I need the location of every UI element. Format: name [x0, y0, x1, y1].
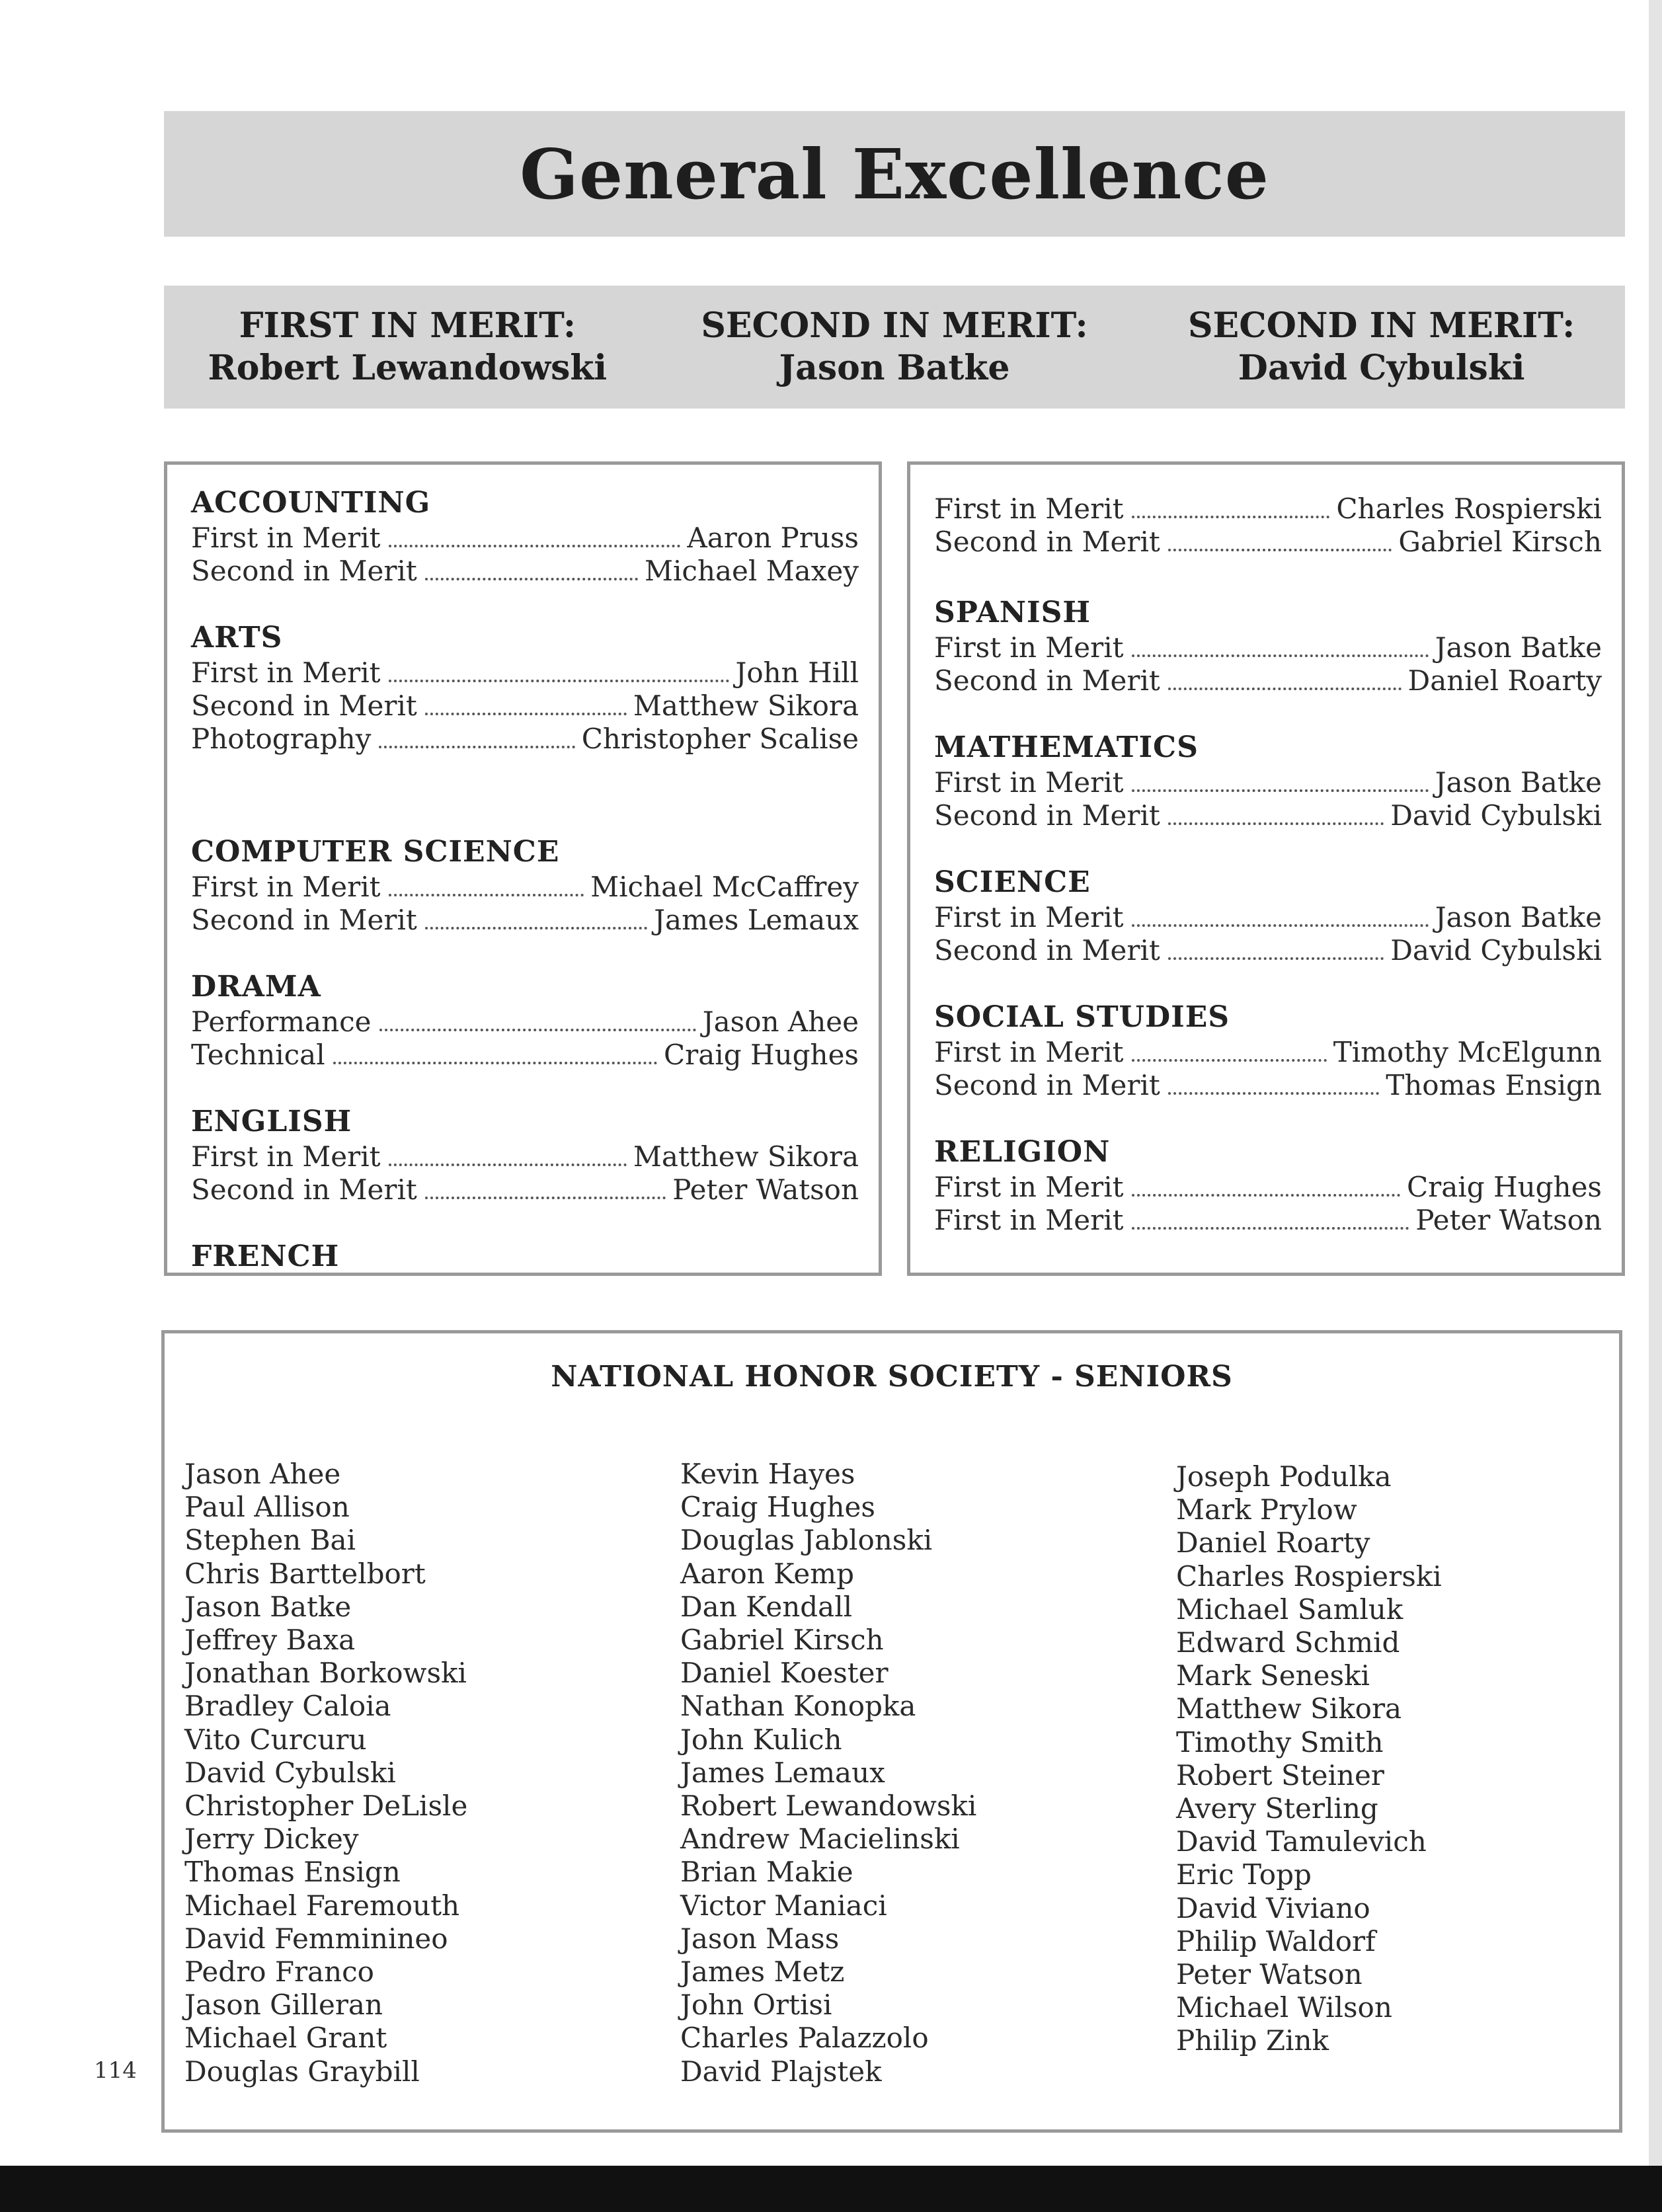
award-recipient: David Cybulski: [1390, 799, 1602, 832]
honor-society-column-3: [1176, 1460, 1442, 2058]
member-name: John Ortisi: [680, 1989, 832, 2022]
award-recipient: David Cybulski: [1390, 934, 1602, 967]
dot-leader: [1132, 924, 1429, 927]
dot-leader: [1132, 516, 1330, 518]
award-row: [934, 799, 1602, 832]
award-recipient: Daniel Roarty: [1407, 664, 1602, 697]
award-label: First in Merit: [934, 1204, 1124, 1236]
member-name: James Lemaux: [680, 1756, 885, 1789]
award-recipient: Jason Batke: [1435, 766, 1602, 799]
member-name: Andrew Macielinski: [680, 1823, 960, 1856]
award-row: [191, 1173, 859, 1206]
award-recipient: Jason Ahee: [702, 1006, 859, 1038]
dot-leader: [379, 1029, 696, 1031]
award-recipient: Jason Batke: [1435, 631, 1602, 664]
award-row: [191, 723, 859, 756]
member-name: David Viviano: [1176, 1891, 1370, 1924]
award-recipient: Craig Hughes: [1407, 1171, 1602, 1203]
award-label: First in Merit: [934, 1171, 1124, 1203]
subject-heading: FRENCH: [191, 1240, 340, 1273]
award-row: [934, 1171, 1602, 1204]
subject-heading: SPANISH: [934, 596, 1091, 629]
honor-society-box: [161, 1330, 1622, 2133]
award-recipient: Matthew Sikora: [633, 1140, 859, 1173]
subject-awards-right: [907, 461, 1625, 1276]
subject-heading: SCIENCE: [934, 865, 1091, 899]
member-name: Jason Batke: [184, 1590, 352, 1623]
member-name: Kevin Hayes: [680, 1458, 855, 1490]
member-name: Douglas Jablonski: [680, 1524, 933, 1557]
award-row: [191, 522, 859, 555]
award-label: Second in Merit: [934, 799, 1160, 832]
award-label: First in Merit: [934, 493, 1124, 525]
member-name: David Plajstek: [680, 2055, 882, 2088]
award-label: First in Merit: [191, 1140, 381, 1173]
award-recipient: Timothy McElgunn: [1333, 1036, 1602, 1068]
dot-leader: [389, 1164, 627, 1166]
merit-first: [164, 286, 651, 409]
member-name: Victor Maniaci: [680, 1889, 887, 1922]
member-name: Thomas Ensign: [184, 1856, 401, 1889]
member-name: Jason Gilleran: [184, 1989, 383, 2022]
dot-leader: [1132, 654, 1429, 657]
member-name: Dan Kendall: [680, 1590, 853, 1623]
member-name: Michael Grant: [184, 2022, 387, 2055]
member-name: Peter Watson: [1176, 1958, 1363, 1991]
merit-name: David Cybulski: [1238, 348, 1525, 388]
member-name: James Metz: [680, 1955, 845, 1989]
dot-leader: [425, 1197, 666, 1199]
member-name: Douglas Graybill: [184, 2055, 420, 2088]
merit-label: SECOND IN MERIT:: [1188, 305, 1575, 346]
award-recipient: Michael Maxey: [644, 555, 859, 587]
award-recipient: Craig Hughes: [664, 1039, 859, 1071]
award-row: [191, 1039, 859, 1072]
member-name: Daniel Koester: [680, 1657, 889, 1690]
merit-label: FIRST IN MERIT:: [239, 305, 576, 346]
member-name: Daniel Roarty: [1176, 1526, 1370, 1560]
award-recipient: Peter Watson: [1415, 1204, 1602, 1236]
award-row: [191, 1006, 859, 1039]
award-label: First in Merit: [191, 522, 381, 554]
member-name: Charles Palazzolo: [680, 2022, 929, 2055]
dot-leader: [389, 545, 681, 547]
honor-society-column-1: [184, 1458, 467, 2088]
merit-name: Jason Batke: [779, 348, 1010, 388]
award-recipient: Peter Watson: [672, 1173, 859, 1206]
general-merit-banner: [164, 286, 1625, 409]
award-row: [934, 1036, 1602, 1069]
member-name: Joseph Podulka: [1176, 1460, 1392, 1493]
award-row: [934, 1204, 1602, 1237]
award-row: [191, 690, 859, 723]
merit-name: Robert Lewandowski: [208, 348, 608, 388]
member-name: Chris Barttelbort: [184, 1557, 426, 1590]
member-name: Mark Seneski: [1176, 1659, 1370, 1692]
dot-leader: [1132, 1194, 1401, 1197]
award-label: Second in Merit: [191, 1173, 417, 1206]
award-label: First in Merit: [191, 656, 381, 689]
subject-heading: MATHEMATICS: [934, 731, 1199, 764]
award-label: First in Merit: [191, 871, 381, 903]
award-label: Photography: [191, 723, 372, 755]
member-name: Jason Ahee: [184, 1458, 341, 1490]
subject-heading: ARTS: [191, 621, 283, 654]
member-name: Robert Lewandowski: [680, 1790, 977, 1823]
subject-group-mathematics: [934, 729, 1602, 832]
dot-leader: [333, 1062, 657, 1064]
member-name: Christopher DeLisle: [184, 1790, 468, 1823]
member-name: Michael Samluk: [1176, 1593, 1404, 1626]
member-name: Nathan Konopka: [680, 1690, 916, 1723]
subject-heading: DRAMA: [191, 970, 321, 1004]
dot-leader: [1168, 957, 1384, 960]
subject-group-spanish: [934, 594, 1602, 697]
dot-leader: [389, 680, 729, 682]
member-name: Jerry Dickey: [184, 1823, 359, 1856]
subject-group-computer-science: [191, 834, 859, 937]
dot-leader: [425, 927, 647, 929]
award-label: Technical: [191, 1039, 325, 1071]
member-name: Philip Zink: [1176, 2024, 1329, 2057]
member-name: Jeffrey Baxa: [184, 1624, 356, 1657]
member-name: David Cybulski: [184, 1756, 396, 1789]
award-row: [934, 631, 1602, 664]
award-label: Second in Merit: [934, 526, 1160, 558]
member-name: Timothy Smith: [1176, 1725, 1384, 1758]
award-label: Second in Merit: [191, 690, 417, 722]
award-label: First in Merit: [934, 766, 1124, 799]
award-recipient: Gabriel Kirsch: [1398, 526, 1602, 558]
award-row: [934, 1069, 1602, 1102]
member-name: Craig Hughes: [680, 1491, 875, 1524]
dot-leader: [389, 894, 584, 896]
subject-group-english: [191, 1103, 859, 1206]
member-name: Paul Allison: [184, 1491, 350, 1524]
dot-leader: [1132, 1059, 1327, 1062]
member-name: Matthew Sikora: [1176, 1692, 1402, 1725]
member-name: Eric Topp: [1176, 1858, 1312, 1891]
member-name: Pedro Franco: [184, 1955, 374, 1989]
member-name: Gabriel Kirsch: [680, 1624, 884, 1657]
subject-group-french-continued: [934, 493, 1602, 559]
award-recipient: Michael McCaffrey: [590, 871, 859, 903]
subject-heading: ACCOUNTING: [191, 486, 431, 520]
scan-bottom-border: [0, 2166, 1662, 2212]
award-row: [934, 664, 1602, 697]
title-banner: [164, 111, 1625, 237]
award-label: First in Merit: [934, 631, 1124, 664]
award-label: Performance: [191, 1006, 372, 1038]
member-name: David Femminineo: [184, 1922, 448, 1955]
merit-second-b: [1138, 286, 1625, 409]
subject-heading: COMPUTER SCIENCE: [191, 835, 560, 869]
award-row: [934, 934, 1602, 967]
award-label: Second in Merit: [934, 934, 1160, 967]
award-recipient: John Hill: [735, 656, 859, 689]
award-recipient: Christopher Scalise: [581, 723, 859, 755]
award-row: [191, 656, 859, 690]
dot-leader: [1168, 822, 1384, 825]
subject-group-religion: [934, 1134, 1602, 1237]
member-name: Vito Curcuru: [184, 1723, 367, 1756]
member-name: John Kulich: [680, 1723, 842, 1756]
award-label: Second in Merit: [934, 664, 1160, 697]
dot-leader: [1168, 688, 1402, 690]
award-row: [934, 901, 1602, 934]
award-label: First in Merit: [934, 901, 1124, 933]
merit-second-a: [651, 286, 1138, 409]
award-recipient: Aaron Pruss: [687, 522, 859, 554]
member-name: Charles Rospierski: [1176, 1560, 1442, 1593]
award-recipient: Matthew Sikora: [633, 690, 859, 722]
dot-leader: [1132, 789, 1429, 792]
award-row: [191, 1140, 859, 1173]
subject-group-social-studies: [934, 999, 1602, 1102]
dot-leader: [1168, 1092, 1379, 1095]
award-recipient: Jason Batke: [1435, 901, 1602, 933]
subject-group-science: [934, 864, 1602, 967]
dot-leader: [1132, 1227, 1409, 1230]
member-name: Avery Sterling: [1176, 1792, 1378, 1825]
award-label: First in Merit: [934, 1036, 1124, 1068]
subject-group-arts: [191, 619, 859, 756]
member-name: Bradley Caloia: [184, 1690, 391, 1723]
award-row: [191, 904, 859, 937]
award-recipient: Charles Rospierski: [1336, 493, 1602, 525]
award-label: Second in Merit: [191, 904, 417, 936]
subject-heading: RELIGION: [934, 1135, 1111, 1169]
award-row: [191, 871, 859, 904]
dot-leader: [425, 713, 627, 715]
member-name: Jonathan Borkowski: [184, 1657, 467, 1690]
member-name: Stephen Bai: [184, 1524, 356, 1557]
award-recipient: James Lemaux: [654, 904, 859, 936]
honor-society-title: NATIONAL HONOR SOCIETY - SENIORS: [551, 1360, 1233, 1394]
member-name: Michael Wilson: [1176, 1991, 1392, 2024]
subject-group-accounting: [191, 485, 859, 588]
member-name: Philip Waldorf: [1176, 1924, 1376, 1957]
dot-leader: [425, 578, 638, 580]
award-label: Second in Merit: [934, 1069, 1160, 1101]
subject-heading: SOCIAL STUDIES: [934, 1000, 1230, 1034]
dot-leader: [379, 746, 574, 748]
member-name: Mark Prylow: [1176, 1493, 1357, 1526]
member-name: Edward Schmid: [1176, 1626, 1400, 1659]
member-name: David Tamulevich: [1176, 1825, 1427, 1858]
award-row: [191, 555, 859, 588]
subject-group-french: [191, 1238, 859, 1275]
member-name: Jason Mass: [680, 1922, 840, 1955]
page-number: 114: [94, 2057, 137, 2084]
page-edge-shadow: [1649, 0, 1662, 2212]
award-row: [934, 493, 1602, 526]
award-row: [934, 526, 1602, 559]
page-title: General Excellence: [520, 133, 1269, 215]
member-name: Michael Faremouth: [184, 1889, 460, 1922]
merit-label: SECOND IN MERIT:: [701, 305, 1088, 346]
honor-society-column-2: [680, 1458, 976, 2088]
subject-group-drama: [191, 968, 859, 1072]
award-row: [934, 766, 1602, 799]
award-recipient: Thomas Ensign: [1386, 1069, 1602, 1101]
member-name: Brian Makie: [680, 1856, 853, 1889]
member-name: Aaron Kemp: [680, 1557, 854, 1590]
subject-awards-left: [164, 461, 882, 1276]
award-label: Second in Merit: [191, 555, 417, 587]
dot-leader: [1168, 549, 1392, 551]
member-name: Robert Steiner: [1176, 1758, 1384, 1792]
subject-heading: ENGLISH: [191, 1105, 352, 1138]
